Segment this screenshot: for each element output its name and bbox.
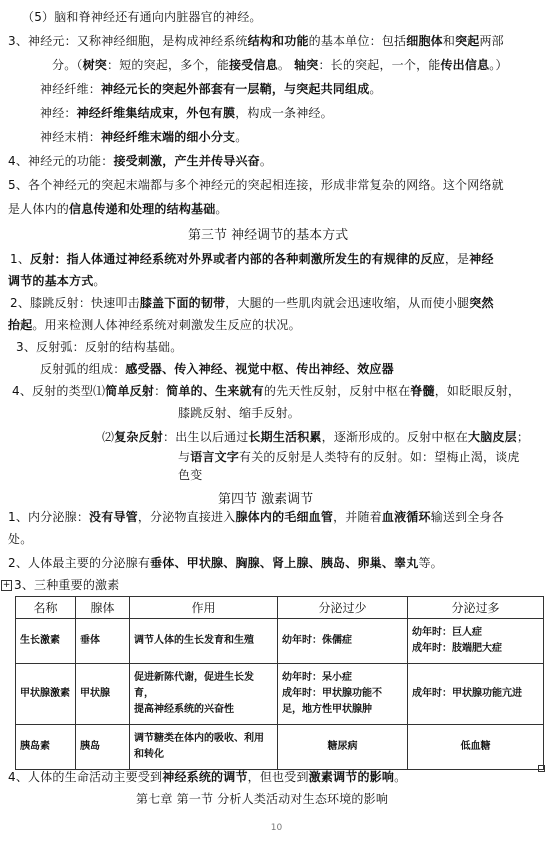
table-cell-low — [278, 664, 408, 725]
text-line — [178, 406, 300, 420]
table-cell-high — [408, 664, 544, 725]
bold-text: 树突 — [82, 58, 108, 72]
bold-text: 复杂反射 — [114, 430, 164, 444]
text-segment: 4、人体的生命活动主要受到 — [8, 770, 163, 784]
text-line — [8, 274, 106, 288]
text-line — [8, 318, 301, 332]
table-cell-high — [408, 725, 544, 770]
text-line — [52, 58, 508, 72]
text-segment: 3、神经元：又称神经细胞，是构成神经系统 — [8, 34, 248, 48]
cell-line: 幼年时：巨人症 — [412, 627, 482, 638]
column-header: 名称 — [16, 597, 76, 619]
bold-text: 突起 — [455, 34, 480, 48]
bold-text: 细胞体 — [406, 34, 443, 48]
text-segment: 色变 — [178, 468, 203, 482]
text-line — [10, 296, 494, 310]
bold-text: 简单反射 — [105, 384, 155, 398]
cell-line: 成年时：甲状腺功能不 — [282, 688, 382, 699]
text-segment: 2、膝跳反射：快速叩击 — [10, 296, 140, 310]
text-segment: 。 — [259, 154, 273, 168]
text-segment: 处。 — [8, 532, 33, 546]
table-row — [16, 725, 544, 770]
text-segment: ，构成一条神经。 — [235, 106, 333, 120]
bold-text: 激素调节的影响 — [308, 770, 395, 784]
text-line — [102, 430, 529, 444]
text-line — [178, 450, 520, 464]
cell-line: 提高神经系统的兴奋性 — [134, 704, 234, 715]
text-line — [22, 10, 262, 24]
text-segment: 神经纤维： — [40, 82, 102, 96]
column-header: 腺体 — [76, 597, 130, 619]
cell-line: 成年时：甲状腺功能亢进 — [412, 688, 522, 699]
bold-text: 简单的、生来就有 — [166, 384, 264, 398]
text-segment: 。 — [369, 82, 382, 96]
section-heading — [218, 492, 313, 507]
table-row — [16, 664, 544, 725]
text-segment: 第四节 激素调节 — [218, 492, 314, 507]
text-line — [8, 34, 504, 48]
hormone-table — [15, 596, 544, 770]
bold-text: 神经 — [469, 252, 494, 266]
text-line — [8, 770, 406, 784]
cell-line: 糖尿病 — [327, 741, 358, 752]
bold-text: 结构和功能 — [247, 34, 309, 48]
bold-text: 神经元长的突起外部套有一层鞘，与突起共同组成 — [101, 82, 370, 96]
text-segment: 和 — [442, 34, 456, 48]
text-line — [8, 154, 272, 168]
text-segment: 反射弧的组成： — [40, 362, 126, 376]
text-line — [40, 106, 333, 120]
text-segment: ，但也受到 — [247, 770, 309, 784]
text-segment: 5、各个神经元的突起末端都与多个神经元的突起相连接，形成非常复杂的网络。这个网络就 — [8, 178, 504, 192]
text-line — [10, 252, 494, 266]
table-cell-effect — [130, 725, 278, 770]
column-header: 分泌过多 — [408, 597, 544, 619]
text-segment: 神经： — [40, 106, 77, 120]
text-segment: 。 — [277, 58, 295, 72]
column-header: 分泌过少 — [278, 597, 408, 619]
cell-line: 调节人体的生长发育和生殖 — [134, 635, 254, 646]
bold-text: 膝盖下面的韧带 — [139, 296, 226, 310]
cell-line: 低血糖 — [460, 741, 491, 752]
text-segment: ，逐渐形成的。反射中枢在 — [321, 430, 469, 444]
text-line — [12, 384, 520, 398]
table-cell-name: 甲状腺激素 — [16, 664, 76, 725]
text-line — [178, 468, 202, 482]
table-cell-name: 胰岛素 — [16, 725, 76, 770]
text-line — [14, 578, 119, 592]
text-segment: ：出生以后通过 — [163, 430, 249, 444]
text-segment: 分。（ — [52, 58, 83, 72]
text-segment: 第七章 第一节 分析人类活动对生态环境的影响 — [136, 792, 389, 806]
table-cell-gland: 甲状腺 — [76, 664, 130, 725]
table-row — [16, 619, 544, 664]
bold-text: 神经纤维集结成束，外包有膜 — [76, 106, 236, 120]
text-segment: 神经末梢： — [40, 130, 102, 144]
bold-text: 长期生活积累 — [248, 430, 322, 444]
page-number: 10 — [270, 823, 283, 833]
text-line — [8, 532, 32, 546]
text-segment: ，分泌物直接进入 — [137, 510, 236, 524]
table-move-handle-icon[interactable]: + — [2, 580, 11, 590]
table-resize-handle[interactable] — [538, 765, 545, 772]
text-segment: 4、神经元的功能： — [8, 154, 114, 168]
table-header-row — [16, 597, 544, 619]
cell-line: 成年时：肢端肥大症 — [412, 643, 502, 654]
table-cell-high — [408, 619, 544, 664]
bold-text: 垂体、甲状腺、胸腺、肾上腺、胰岛、卵巢、睾丸 — [150, 556, 419, 570]
text-line — [40, 130, 247, 144]
bold-text: 没有导管 — [89, 510, 138, 524]
cell-line: 幼年时：侏儒症 — [282, 635, 352, 646]
bold-text: 轴突 — [294, 58, 319, 72]
bold-text: 接受信息 — [229, 58, 278, 72]
cell-line: 足，地方性甲状腺肿 — [282, 704, 372, 715]
table-cell-effect — [130, 619, 278, 664]
text-segment: 2、人体最主要的分泌腺有 — [8, 556, 151, 570]
text-segment: 3、三种重要的激素 — [14, 578, 120, 592]
text-segment: 3、反射弧：反射的结构基础。 — [16, 340, 183, 354]
text-segment: ，大腿的一些肌肉就会迅速收缩，从而使小腿 — [225, 296, 470, 310]
bold-text: 信息传递和处理的结构基础 — [69, 202, 216, 216]
bold-text: 反射：指人体通过神经系统对外界或者内部的各种刺激所发生的有规律的反应 — [30, 252, 445, 266]
text-segment: ，并随着 — [333, 510, 382, 524]
text-segment: 1、 — [10, 252, 31, 266]
text-segment: 两部 — [479, 34, 504, 48]
text-line — [8, 510, 504, 524]
text-segment: ：长的突起，一个，能 — [318, 58, 441, 72]
text-line — [40, 82, 382, 96]
text-segment: 输送到全身各 — [430, 510, 504, 524]
cell-line: 幼年时：呆小症 — [282, 672, 352, 683]
table-cell-gland: 垂体 — [76, 619, 130, 664]
text-segment: 4、反射的类型⑴ — [12, 384, 106, 398]
text-line — [16, 340, 182, 354]
bold-text: 感受器、传入神经、视觉中枢、传出神经、效应器 — [125, 362, 394, 376]
cell-line: 和转化 — [134, 749, 164, 760]
table-cell-low — [278, 725, 408, 770]
table-cell-name: 生长激素 — [16, 619, 76, 664]
bold-text: 神经系统的调节 — [162, 770, 248, 784]
bold-text: 接受刺激，产生并传导兴奋 — [113, 154, 260, 168]
bold-text: 抬起 — [8, 318, 33, 332]
bold-text: 神经纤维末端的细小分支 — [101, 130, 236, 144]
cell-line: 调节糖类在体内的吸收、利用 — [134, 733, 264, 744]
text-segment: 有关的反射是人类特有的反射。如：望梅止渴，谈虎 — [239, 450, 520, 464]
table-cell-low — [278, 619, 408, 664]
text-segment: ： — [154, 384, 167, 398]
text-segment: 。 — [215, 202, 228, 216]
bold-text: 血液循环 — [381, 510, 431, 524]
text-segment: ⑵ — [102, 430, 115, 444]
text-segment: 与 — [178, 450, 191, 464]
bold-text: 调节的基本方式 — [8, 274, 94, 288]
cell-line: 促进新陈代谢，促进生长发育， — [134, 672, 254, 699]
text-segment: 的基本单位：包括 — [308, 34, 407, 48]
text-segment: ：短的突起，多个，能 — [107, 58, 230, 72]
bold-text: 语言文字 — [190, 450, 240, 464]
section-heading — [188, 228, 348, 243]
bold-text: 脊髓 — [410, 384, 435, 398]
text-segment: 。用来检测人体神经系统对刺激发生反应的状况。 — [32, 318, 301, 332]
text-line — [8, 202, 228, 216]
bold-text: 突然 — [469, 296, 494, 310]
text-line — [40, 362, 394, 376]
text-line — [8, 556, 443, 570]
table-cell-gland: 胰岛 — [76, 725, 130, 770]
bold-text: 腺体内的毛细血管 — [235, 510, 334, 524]
text-segment: 。 — [394, 770, 407, 784]
text-segment: ，是 — [444, 252, 470, 266]
text-segment: 。 — [93, 274, 106, 288]
text-segment: 。 — [235, 130, 248, 144]
text-segment: ，如眨眼反射， — [434, 384, 521, 398]
text-segment: 1、内分泌腺： — [8, 510, 90, 524]
text-segment: 第三节 神经调节的基本方式 — [188, 228, 349, 243]
text-segment: （5）脑和脊神经还有通向内脏器官的神经。 — [22, 10, 262, 24]
table-cell-effect — [130, 664, 278, 725]
text-segment: 是人体内的 — [8, 202, 70, 216]
text-segment: 膝跳反射、缩手反射。 — [178, 406, 301, 420]
column-header: 作用 — [130, 597, 278, 619]
text-segment: ； — [516, 430, 530, 444]
bold-text: 大脑皮层 — [468, 430, 517, 444]
text-segment: 。） — [489, 58, 508, 72]
chapter-heading — [136, 792, 388, 806]
bold-text: 传出信息 — [440, 58, 490, 72]
text-line — [8, 178, 504, 192]
text-segment: 的先天性反射，反射中枢在 — [263, 384, 411, 398]
text-segment: 等。 — [418, 556, 443, 570]
